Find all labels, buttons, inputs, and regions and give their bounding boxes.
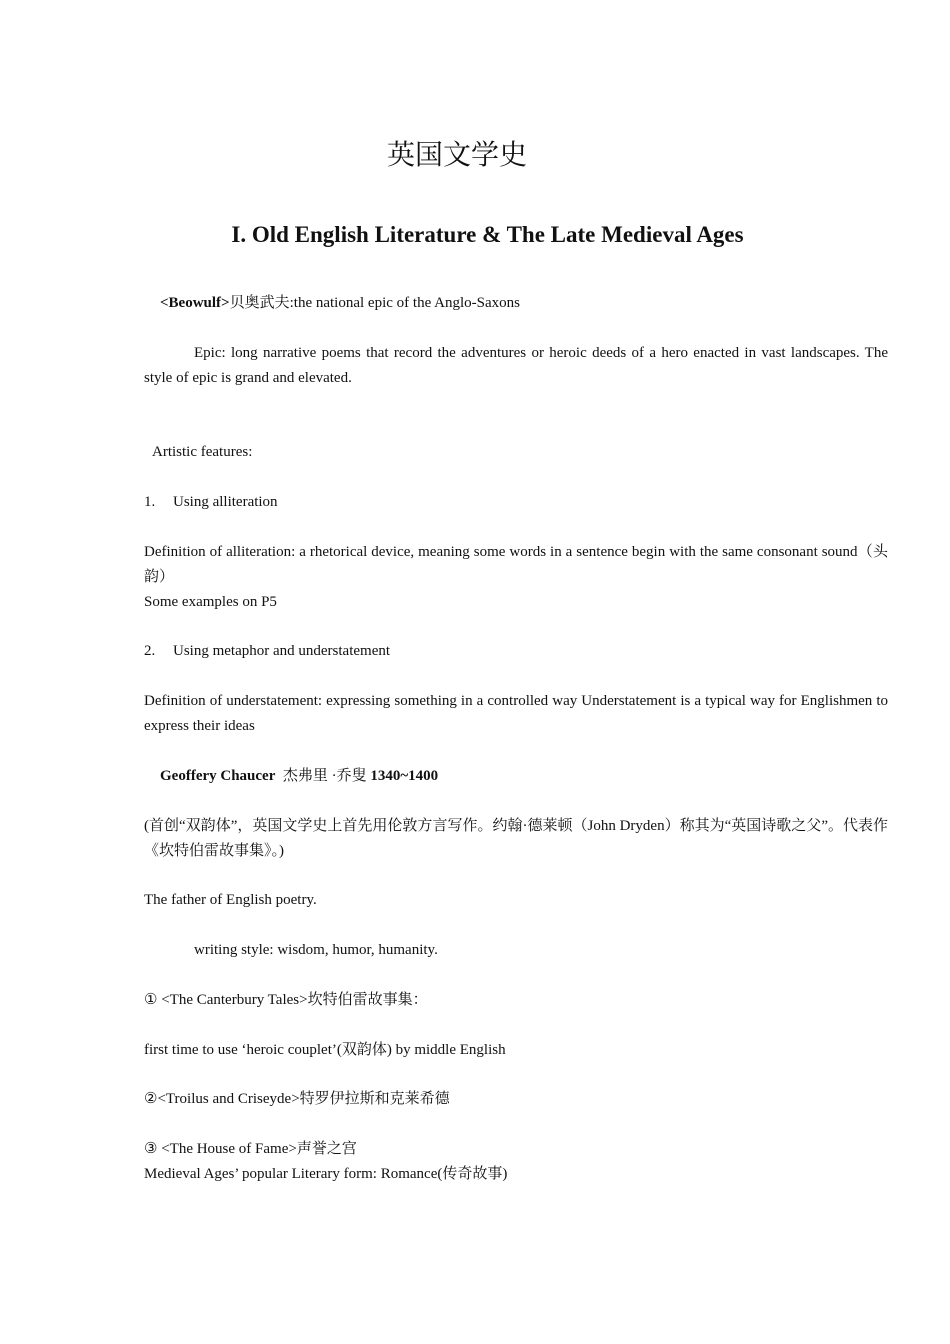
epic-definition: Epic: long narrative poems that record the adventures or heroic deeds of a hero enacted in vast landscapes. The style of epic is grand and elevated. <box>144 345 888 386</box>
chaucer-chinese-name: 杰弗里 ·乔叟 <box>282 768 367 784</box>
list-item-2 <box>144 639 888 664</box>
work-troilus-criseyde: ②<Troilus and Criseyde>特罗伊拉斯和克莱希德 <box>144 1091 450 1107</box>
chaucer-years: 1340~1400 <box>370 768 439 784</box>
alliteration-definition: Definition of alliteration: a rhetorical device, meaning some words in a sentence begin with the same consonant sound（头韵） <box>144 544 888 585</box>
understatement-definition: Definition of understatement: expressing something in a controlled way Understatement is a typical way for Englishmen to express their ideas <box>144 693 888 734</box>
work-canterbury-tales: ① <The Canterbury Tales>坎特伯雷故事集： <box>144 992 428 1008</box>
examples-note: Some examples on P5 <box>144 594 277 610</box>
artistic-features-heading: Artistic features: <box>152 444 253 460</box>
writing-style: writing style: wisdom, humor, humanity. <box>194 942 438 958</box>
list-item-text: Using alliteration <box>173 494 278 510</box>
list-number: 2. <box>144 643 156 659</box>
beowulf-description: 贝奥武夫:the national epic of the Anglo-Saxons <box>229 295 520 311</box>
section-heading: I. Old English Literature & The Late Medieval Ages <box>231 222 744 247</box>
chaucer-note: (首创“双韵体”，英国文学史上首先用伦敦方言写作。约翰·德莱顿（John Dryden）称其为“英国诗歌之父”。代表作《坎特伯雷故事集》。) <box>144 818 888 859</box>
list-number: 1. <box>144 494 156 510</box>
chaucer-heading <box>160 764 904 789</box>
medieval-romance-note: Medieval Ages’ popular Literary form: Romance(传奇故事) <box>144 1166 508 1182</box>
beowulf-title: <Beowulf> <box>160 295 230 311</box>
work-house-of-fame: ③ <The House of Fame>声誉之宫 <box>144 1141 357 1157</box>
document-title-chinese: 英国文学史 <box>386 140 527 171</box>
father-of-poetry: The father of English poetry. <box>144 892 317 908</box>
list-item-1 <box>144 490 888 515</box>
heroic-couplet-note: first time to use ‘heroic couplet’(双韵体) by middle English <box>144 1042 506 1058</box>
list-item-text: Using metaphor and understatement <box>173 643 391 659</box>
beowulf-line <box>160 291 904 316</box>
chaucer-name: Geoffery Chaucer <box>160 768 276 784</box>
